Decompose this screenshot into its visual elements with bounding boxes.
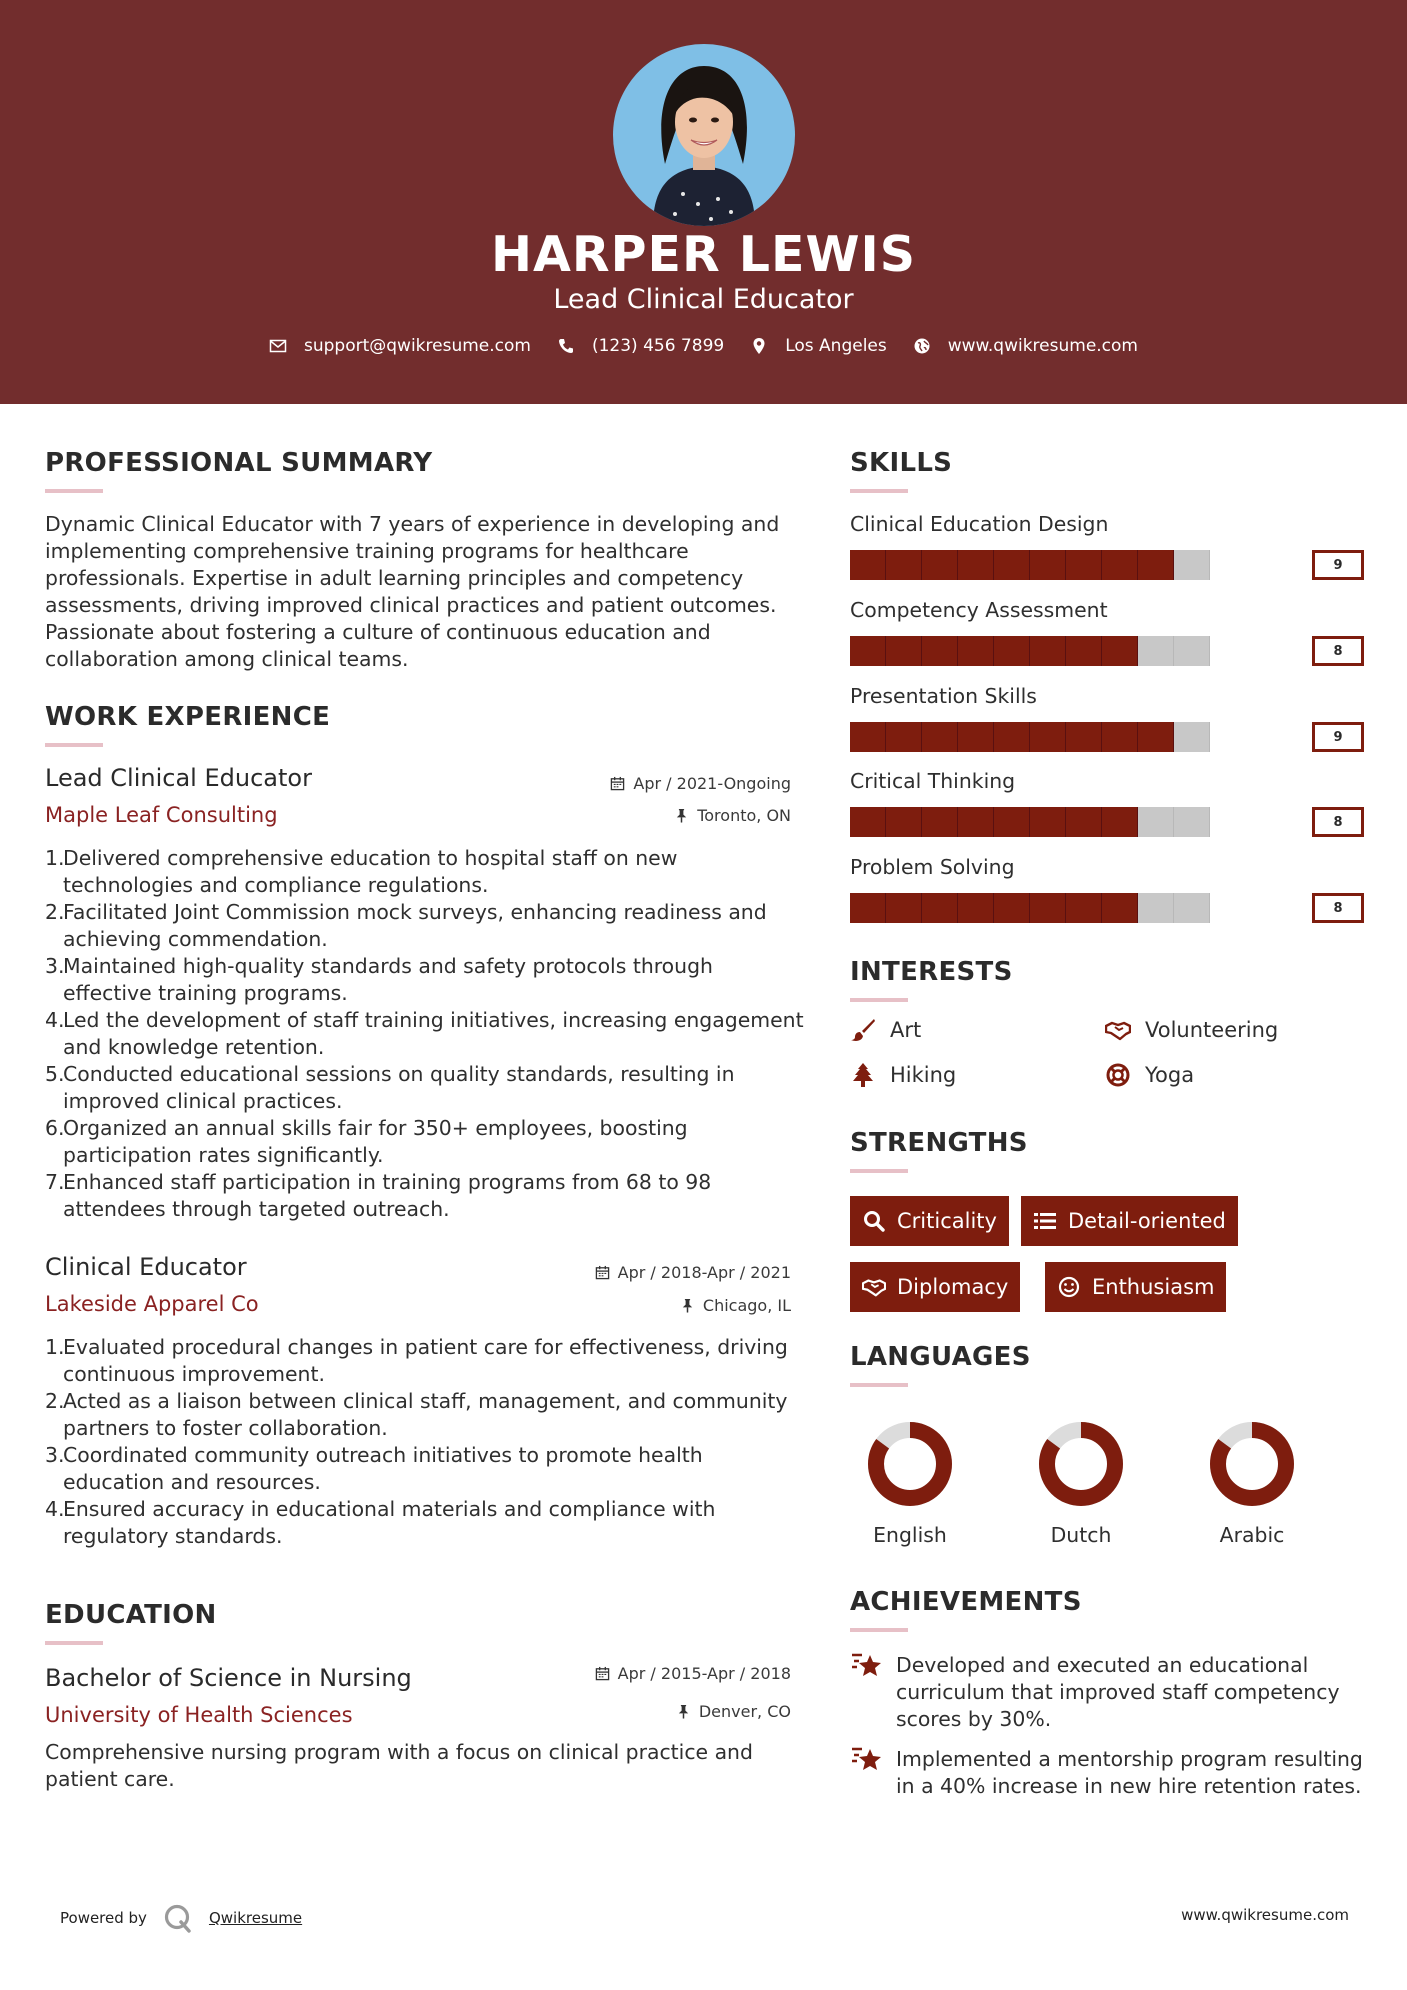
language-item — [850, 1420, 970, 1508]
paintbrush-icon — [850, 1018, 876, 1042]
contact-phone[interactable] — [557, 336, 724, 356]
calendar-icon — [595, 1666, 610, 1681]
handshake-icon — [862, 1275, 886, 1299]
skill-score: 8 — [1312, 807, 1364, 837]
language-item — [1021, 1420, 1141, 1508]
list-item-text: Acted as a liaison between clinical staff, management, and community partners to foster collaboration. — [63, 1389, 788, 1440]
achievements-heading: ACHIEVEMENTS — [850, 1587, 1082, 1617]
education-description: Comprehensive nursing program with a focus on clinical practice and patient care. — [45, 1740, 753, 1791]
skill-label: Problem Solving — [850, 855, 1015, 879]
interest-hiking — [850, 1063, 956, 1087]
search-icon — [862, 1209, 886, 1233]
list-item: 3. Coordinated community outreach initiatives to promote health education and resources. — [45, 1443, 703, 1494]
list-item: 4. Led the development of staff training initiatives, increasing engagement and knowledge retention. — [45, 1008, 804, 1059]
job-location — [560, 1296, 791, 1315]
skill-bar-filled-segment — [1102, 636, 1138, 666]
languages-heading: LANGUAGES — [850, 1342, 1031, 1372]
language-proficiency-donut — [1208, 1420, 1296, 1508]
language-label: English — [873, 1523, 947, 1547]
list-item: 7. Enhanced staff participation in training programs from 68 to 98 attendees through targeted outreach. — [45, 1170, 712, 1221]
smile-icon — [1057, 1275, 1081, 1299]
skill-bar-filled-segment — [1030, 636, 1066, 666]
degree-title: Bachelor of Science in Nursing — [45, 1664, 412, 1692]
skill-bar-empty-segment — [1138, 807, 1174, 837]
job-location — [560, 806, 791, 825]
pushpin-icon — [674, 808, 689, 823]
achievement-item — [850, 1746, 1370, 1800]
list-item-text: Coordinated community outreach initiatives to promote health education and resources. — [63, 1443, 703, 1494]
skill-bar-filled-segment — [886, 807, 922, 837]
footer-powered-by — [60, 1903, 302, 1933]
skill-bar-filled-segment — [994, 893, 1030, 923]
skill-label: Presentation Skills — [850, 684, 1037, 708]
skill-level-bar — [850, 807, 1210, 837]
job-dates — [560, 774, 791, 793]
phone-icon — [557, 337, 575, 355]
list-item: 3. Maintained high-quality standards and safety protocols through effective training programs. — [45, 954, 713, 1005]
education-dates-text: Apr / 2015-Apr / 2018 — [617, 1664, 791, 1683]
skill-bar-filled-segment — [886, 550, 922, 580]
achievement-text: Implemented a mentorship program resulting in a 40% increase in new hire retention rates. — [896, 1747, 1363, 1798]
interest-label: Volunteering — [1145, 1018, 1279, 1042]
skill-bar-filled-segment — [850, 807, 886, 837]
skill-bar-filled-segment — [994, 807, 1030, 837]
strength-tag-detail-oriented — [1021, 1196, 1238, 1246]
skill-bar-filled-segment — [1066, 893, 1102, 923]
skill-bar-filled-segment — [886, 722, 922, 752]
list-item: 2. Acted as a liaison between clinical staff, management, and community partners to foster collaboration. — [45, 1389, 788, 1440]
envelope-icon — [269, 337, 287, 355]
contact-website-text: www.qwikresume.com — [947, 336, 1138, 356]
language-item — [1192, 1420, 1312, 1508]
job-title: Clinical Educator — [45, 1253, 247, 1281]
skill-score: 8 — [1312, 893, 1364, 923]
skill-bar-filled-segment — [958, 807, 994, 837]
strength-tag-enthusiasm — [1045, 1262, 1226, 1312]
job-responsibilities — [45, 845, 805, 1223]
globe-icon — [913, 337, 931, 355]
skill-level-bar — [850, 636, 1210, 666]
pushpin-icon — [680, 1298, 695, 1313]
job-location-text: Chicago, IL — [702, 1296, 791, 1315]
interests-heading-underline — [850, 998, 908, 1002]
interests-heading: INTERESTS — [850, 957, 1013, 987]
summary-heading-underline — [45, 489, 103, 493]
skill-bar-filled-segment — [1066, 722, 1102, 752]
skill-bar-filled-segment — [922, 550, 958, 580]
skill-bar-filled-segment — [922, 722, 958, 752]
education-dates — [560, 1664, 791, 1683]
strength-label: Detail-oriented — [1068, 1209, 1226, 1233]
education-heading: EDUCATION — [45, 1600, 217, 1630]
list-item-text: Organized an annual skills fair for 350+ employees, boosting participation rates significantly. — [63, 1116, 688, 1167]
achievement-text: Developed and executed an educational curriculum that improved staff competency scores by 30%. — [896, 1653, 1340, 1731]
list-item-text: Evaluated procedural changes in patient care for effectiveness, driving continuous improvement. — [63, 1335, 788, 1386]
skill-bar-empty-segment — [1174, 550, 1210, 580]
list-item: 4. Ensured accuracy in educational materials and compliance with regulatory standards. — [45, 1497, 716, 1548]
location-pin-icon — [750, 337, 768, 355]
skill-bar-filled-segment — [1030, 807, 1066, 837]
achievement-item — [850, 1652, 1370, 1733]
list-item-text: Conducted educational sessions on quality standards, resulting in improved clinical practices. — [63, 1062, 735, 1113]
job-dates-text: Apr / 2021-Ongoing — [633, 774, 791, 793]
job-company: Lakeside Apparel Co — [45, 1292, 259, 1316]
tree-icon — [850, 1063, 876, 1087]
language-label: Arabic — [1219, 1523, 1285, 1547]
skill-bar-filled-segment — [922, 636, 958, 666]
summary-text: Dynamic Clinical Educator with 7 years of experience in developing and implementing comprehensive training programs for healthcare professionals. Expertise in adult learning principles and competency assessments, driving improved clinical practices and patient outcomes. Passionate about fostering a culture of continuous education and collaboration among clinical teams. — [45, 512, 780, 671]
contact-website[interactable] — [913, 336, 1138, 356]
interest-label: Hiking — [890, 1063, 957, 1087]
lifebuoy-icon — [1105, 1063, 1131, 1087]
calendar-icon — [610, 776, 625, 791]
skill-bar-filled-segment — [1066, 550, 1102, 580]
summary-heading: PROFESSIONAL SUMMARY — [45, 448, 433, 478]
skill-bar-filled-segment — [1102, 722, 1138, 752]
skill-bar-filled-segment — [922, 807, 958, 837]
contact-email[interactable] — [269, 336, 531, 356]
footer-url[interactable]: www.qwikresume.com — [1181, 1906, 1349, 1924]
language-proficiency-donut — [1037, 1420, 1125, 1508]
strength-label: Criticality — [897, 1209, 997, 1233]
job-dates-text: Apr / 2018-Apr / 2021 — [617, 1263, 791, 1282]
education-location-text: Denver, CO — [698, 1702, 791, 1721]
job-location-text: Toronto, ON — [697, 806, 791, 825]
job-title: Lead Clinical Educator — [45, 764, 312, 792]
list-item-text: Enhanced staff participation in training programs from 68 to 98 attendees through targeted outreach. — [63, 1170, 712, 1221]
education-location — [560, 1702, 791, 1721]
skill-bar-empty-segment — [1174, 722, 1210, 752]
language-label: Dutch — [1050, 1523, 1112, 1547]
skill-level-bar — [850, 722, 1210, 752]
skill-bar-filled-segment — [1030, 722, 1066, 752]
strength-label: Enthusiasm — [1092, 1275, 1215, 1299]
skill-bar-empty-segment — [1138, 893, 1174, 923]
skill-bar-filled-segment — [994, 636, 1030, 666]
skill-bar-filled-segment — [958, 636, 994, 666]
interest-label: Yoga — [1145, 1063, 1195, 1087]
skill-bar-filled-segment — [1102, 550, 1138, 580]
list-item-text: Maintained high-quality standards and safety protocols through effective training programs. — [63, 954, 713, 1005]
achievements-heading-underline — [850, 1628, 908, 1632]
skill-bar-filled-segment — [850, 893, 886, 923]
experience-heading: WORK EXPERIENCE — [45, 702, 331, 732]
skill-bar-filled-segment — [958, 893, 994, 923]
skill-score: 9 — [1312, 722, 1364, 752]
list-item: 1. Evaluated procedural changes in patient care for effectiveness, driving continuous improvement. — [45, 1335, 788, 1386]
skill-bar-empty-segment — [1138, 636, 1174, 666]
strength-tag-diplomacy — [850, 1262, 1020, 1312]
qwikresume-logo-icon — [163, 1903, 193, 1933]
list-item-text: Ensured accuracy in educational materials and compliance with regulatory standards. — [63, 1497, 716, 1548]
experience-heading-underline — [45, 743, 103, 747]
skill-bar-empty-segment — [1174, 636, 1210, 666]
resume-header — [0, 0, 1407, 404]
skill-label: Competency Assessment — [850, 598, 1108, 622]
star-award-icon — [850, 1649, 884, 1681]
contact-bar — [0, 336, 1407, 356]
list-item-text: Facilitated Joint Commission mock surveys, enhancing readiness and achieving commendation. — [63, 900, 767, 951]
interest-yoga — [1105, 1063, 1194, 1087]
skill-bar-filled-segment — [1066, 636, 1102, 666]
skill-bar-filled-segment — [850, 636, 886, 666]
job-company: Maple Leaf Consulting — [45, 803, 278, 827]
profile-photo — [613, 44, 795, 226]
skill-bar-filled-segment — [1138, 722, 1174, 752]
skill-bar-filled-segment — [958, 550, 994, 580]
skills-heading-underline — [850, 489, 908, 493]
languages-heading-underline — [850, 1383, 908, 1387]
interest-label: Art — [890, 1018, 922, 1042]
skill-bar-filled-segment — [850, 722, 886, 752]
strength-tag-criticality — [850, 1196, 1009, 1246]
interest-art — [850, 1018, 921, 1042]
candidate-name: HARPER LEWIS — [490, 226, 917, 283]
skill-bar-filled-segment — [994, 550, 1030, 580]
list-icon — [1033, 1209, 1057, 1233]
skill-bar-filled-segment — [922, 893, 958, 923]
list-item: 5. Conducted educational sessions on quality standards, resulting in improved clinical practices. — [45, 1062, 735, 1113]
contact-phone-text: (123) 456 7899 — [591, 336, 725, 356]
skills-heading: SKILLS — [850, 448, 953, 478]
list-item-text: Delivered comprehensive education to hospital staff on new technologies and compliance regulations. — [63, 846, 678, 897]
candidate-title: Lead Clinical Educator — [553, 284, 854, 315]
skill-bar-filled-segment — [958, 722, 994, 752]
job-responsibilities — [45, 1334, 805, 1550]
skill-bar-filled-segment — [1102, 807, 1138, 837]
skill-bar-filled-segment — [886, 636, 922, 666]
handshake-icon — [1105, 1018, 1131, 1042]
skill-bar-filled-segment — [1030, 550, 1066, 580]
strengths-heading: STRENGTHS — [850, 1128, 1028, 1158]
star-award-icon — [850, 1743, 884, 1775]
education-heading-underline — [45, 1641, 103, 1645]
skill-level-bar — [850, 893, 1210, 923]
qwikresume-link[interactable]: Qwikresume — [208, 1909, 303, 1927]
skill-bar-empty-segment — [1174, 893, 1210, 923]
interest-volunteering — [1105, 1018, 1278, 1042]
profile-photo-image — [613, 44, 795, 226]
contact-location-text: Los Angeles — [785, 336, 887, 356]
job-dates — [560, 1263, 791, 1282]
contact-email-text: support@qwikresume.com — [304, 336, 531, 356]
pushpin-icon — [676, 1704, 691, 1719]
list-item: 1. Delivered comprehensive education to hospital staff on new technologies and compliance regulations. — [45, 846, 678, 897]
list-item-text: Led the development of staff training initiatives, increasing engagement and knowledge retention. — [63, 1008, 804, 1059]
skill-score: 9 — [1312, 550, 1364, 580]
contact-location — [750, 336, 887, 356]
skill-bar-filled-segment — [1030, 893, 1066, 923]
skill-level-bar — [850, 550, 1210, 580]
calendar-icon — [595, 1265, 610, 1280]
skill-bar-filled-segment — [850, 550, 886, 580]
school-name: University of Health Sciences — [45, 1703, 353, 1727]
skill-bar-empty-segment — [1174, 807, 1210, 837]
skill-bar-filled-segment — [994, 722, 1030, 752]
powered-by-label: Powered by — [60, 1909, 147, 1927]
skill-bar-filled-segment — [1138, 550, 1174, 580]
list-item: 6. Organized an annual skills fair for 350+ employees, boosting participation rates significantly. — [45, 1116, 688, 1167]
strength-label: Diplomacy — [897, 1275, 1009, 1299]
strengths-heading-underline — [850, 1169, 908, 1173]
skill-bar-filled-segment — [1102, 893, 1138, 923]
language-proficiency-donut — [866, 1420, 954, 1508]
skill-bar-filled-segment — [1066, 807, 1102, 837]
skill-score: 8 — [1312, 636, 1364, 666]
skill-bar-filled-segment — [886, 893, 922, 923]
skill-label: Clinical Education Design — [850, 512, 1109, 536]
list-item: 2. Facilitated Joint Commission mock surveys, enhancing readiness and achieving commendation. — [45, 900, 767, 951]
skill-label: Critical Thinking — [850, 769, 1016, 793]
